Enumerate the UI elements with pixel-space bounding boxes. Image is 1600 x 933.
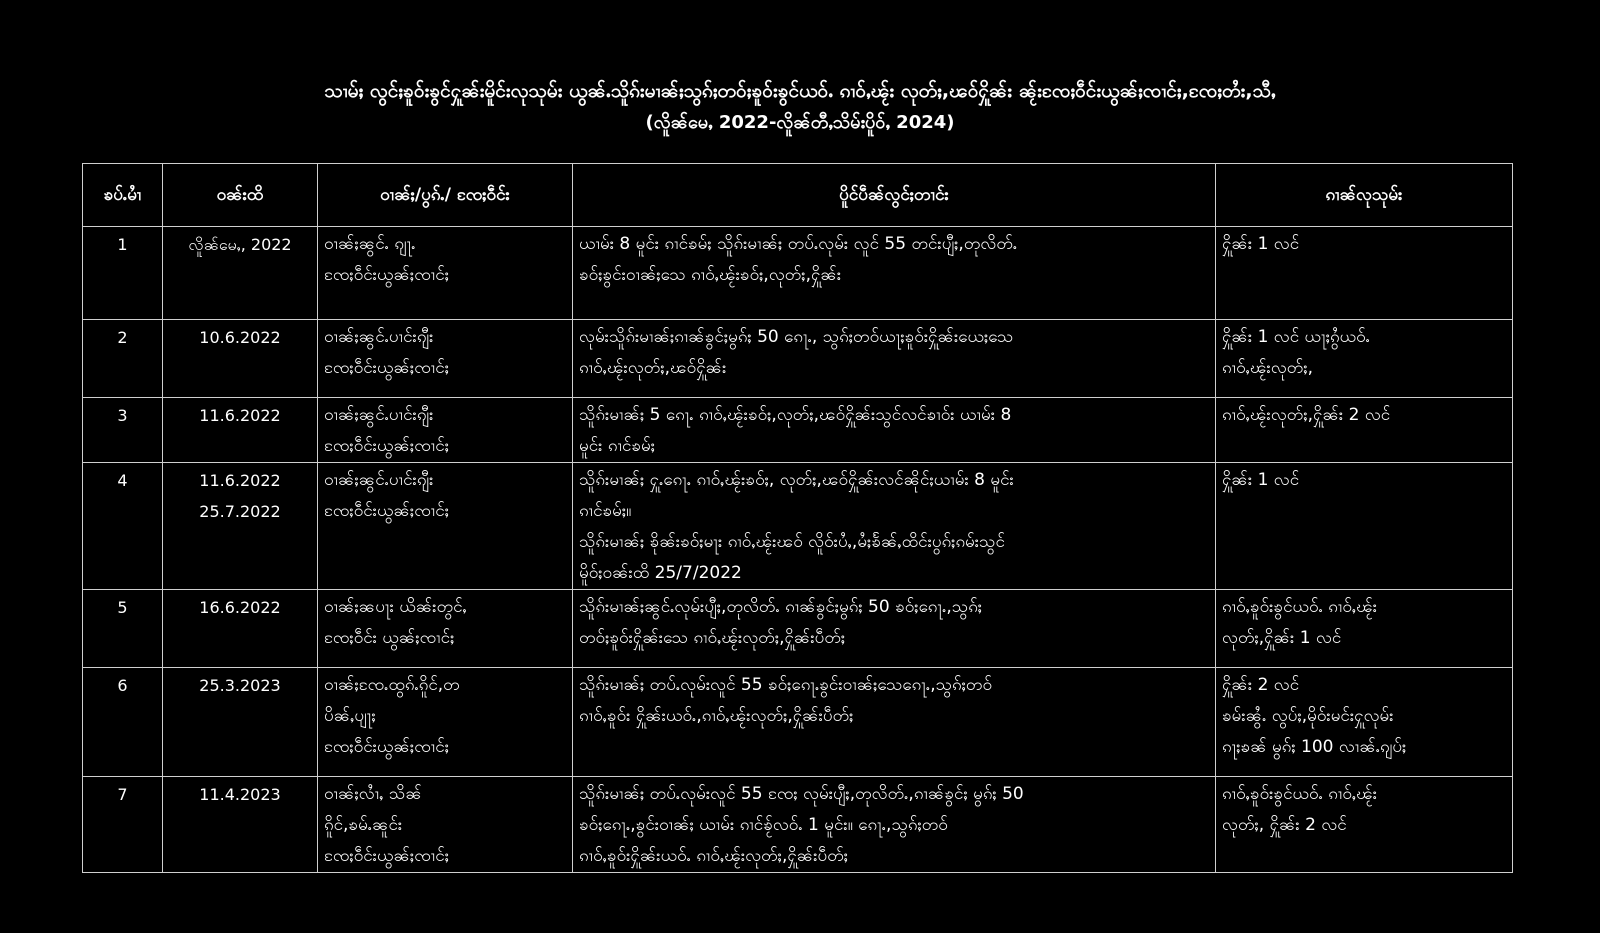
cell-place-line: ဝၢၼ်ႈၼွင်ႉပၢင်းၵျီး	[324, 470, 434, 490]
cell-place-line: ဝၢၼ်ႈၼွင်ႉပၢင်းၵျီး	[324, 405, 434, 425]
cell-date	[163, 463, 318, 590]
cell-event-line: သိူၵ်းမၢၼ်ႈ တပ်ႉလုမ်းလူင် 55 ၶဝ်ႈၵေႃႉၶွင်းဝၢၼ်ႈသေၵေႃႉ,သွၵ်ႈတဝ်	[579, 675, 993, 695]
cell-loss	[1216, 463, 1513, 590]
table-row	[83, 668, 1513, 777]
cell-place-line: ပိၼ်ႇပျႃႈ	[324, 706, 376, 726]
cell-event-line: တဝ်ႈၶူဝ်းႁိူၼ်းသေ ၵၢဝ်ႇၽႂ်းလုတ်ႈ,ႁိူၼ်းပဵတ်ႈ	[579, 628, 846, 648]
cell-place	[318, 463, 573, 590]
cell-loss-line: ၵၢဝ်ႇၶူဝ်းၶွင်ယဝ်ႉ ၵၢဝ်ႇၽႂ်း	[1222, 597, 1378, 617]
cell-loss-line: ႁိူၼ်း 1 လင် ယႃႈၵွႆယဝ်ႉ	[1222, 327, 1370, 347]
cell-no: 1	[83, 227, 163, 320]
cell-no: 3	[83, 398, 163, 463]
cell-place-line: ဝၢၼ်ႈၼွင်ႉ ၵျႃႉ	[324, 234, 416, 254]
cell-place	[318, 668, 573, 777]
cell-date	[163, 398, 318, 463]
cell-event-line: မိူဝ်ႈဝၼ်းထိ 25/7/2022	[579, 563, 742, 583]
cell-place-line: ၸႄႈဝဵင်းယွၼ်ႈၸၢင်ႈ	[324, 358, 449, 378]
cell-date	[163, 227, 318, 320]
cell-event-line: ၵၢဝ်ႇၶူဝ်း ႁိူၼ်းယဝ်ႉ,ၵၢဝ်ႇၽႂ်းလုတ်ႈ,ႁိူၼ်းပဵတ်ႈ	[579, 706, 854, 726]
cell-loss-line: ၵၢဝ်ႇၶူဝ်းၶွင်ယဝ်ႉ ၵၢဝ်ႇၽႂ်း	[1222, 784, 1378, 804]
table-row	[83, 320, 1513, 398]
cell-loss-line: ၵၢဝ်ႇၽႂ်းလုတ်ႈ,ႁိူၼ်း 2 လင်	[1222, 405, 1391, 425]
cell-event-line: သိူၵ်းမၢၼ်ႈ 5 ၵေႃႉ ၵၢဝ်ႇၽႂ်းၶဝ်ႈ,လုတ်ႈ,ၽဝ်ႁိူၼ်းသွင်လင်ၶၢဝ်း ယၢမ်း 8	[579, 405, 1012, 425]
cell-date	[163, 668, 318, 777]
cell-date-line: 16.6.2022	[199, 598, 281, 617]
cell-event-line: ၶဝ်ႈၵေႃႉ,ၶွင်းဝၢၼ်ႈ ယၢမ်း ၵၢင်ၶႂ်လဝ်ႉ 1 မူင်း။ ၵေႃႉ,သွၵ်ႈတဝ်	[579, 815, 948, 835]
cell-no: 6	[83, 668, 163, 777]
cell-loss-line: ၵႃႈၶၼ် မွၵ်ႈ 100 လၢၼ်ႉၵျပ်ႈ	[1222, 737, 1407, 757]
cell-loss	[1216, 398, 1513, 463]
cell-loss-line: လုတ်ႈ,ႁိူၼ်း 1 လင်	[1222, 628, 1342, 648]
header-date: ဝၼ်းထိ	[163, 164, 318, 227]
cell-loss-line: ႁိူၼ်း 2 လင်	[1222, 675, 1300, 695]
cell-date	[163, 590, 318, 668]
cell-loss	[1216, 668, 1513, 777]
cell-place-line: ၵိူင်,ၶမ်ႉၼူင်း	[324, 815, 403, 835]
cell-event-line: ၵၢင်ၶမ်ႈ။	[579, 501, 632, 521]
cell-no: 4	[83, 463, 163, 590]
cell-date	[163, 777, 318, 873]
cell-loss-line: ၶမ်းၼွႆႉ လွပ်ႈ,မိုဝ်းမင်းႁူလုမ်း	[1222, 706, 1394, 726]
cell-event	[573, 463, 1216, 590]
cell-place-line: ဝၢၼ်ႈၼပႃး ယိၼ်းတွင်ႇ	[324, 597, 467, 617]
table-row	[83, 590, 1513, 668]
cell-loss-line: ႁိူၼ်း 1 လင်	[1222, 234, 1300, 254]
cell-date-line: လိူၼ်မေႇ, 2022	[188, 235, 292, 254]
table-row	[83, 463, 1513, 590]
cell-no: 7	[83, 777, 163, 873]
cell-loss-line: ၵၢဝ်ႇၽႂ်းလုတ်ႈ,	[1222, 358, 1314, 378]
cell-date-line: 10.6.2022	[199, 328, 281, 347]
cell-loss	[1216, 320, 1513, 398]
cell-event-line: ၵၢဝ်ႇၽႂ်းလုတ်ႈ,ၽဝ်ႁိူၼ်း	[579, 358, 727, 378]
table-row	[83, 227, 1513, 320]
header-no: ၶပ်ႉမၢႆ	[83, 164, 163, 227]
cell-loss	[1216, 777, 1513, 873]
cell-date-line: 11.6.2022	[199, 406, 281, 425]
cell-place-line: ၸႄႈဝဵင်းယွၼ်ႈၸၢင်ႈ	[324, 846, 449, 866]
cell-event-line: လုမ်းသိူၵ်းမၢၼ်ႈၵၢၼ်ၶွင်ႈမွၵ်ႈ 50 ၵေႃႉ, သွၵ်ႈတဝ်ယႃႈၶူဝ်းႁိူၼ်းယေႈသေ	[579, 327, 1014, 347]
cell-place	[318, 320, 573, 398]
cell-place-line: ၸႄႈဝဵင်းယွၼ်ႈၸၢင်ႈ	[324, 737, 449, 757]
cell-place	[318, 777, 573, 873]
cell-event-line: သိူၵ်းမၢၼ်ႈ တပ်ႉလုမ်းလူင် 55 ၸႄႈ လုမ်းပျီႈ,တုလိတ်ႉ,ၵၢၼ်ၶွင်ႈ မွၵ်ႈ 50	[579, 784, 1024, 804]
cell-date-line: 25.3.2023	[199, 676, 281, 695]
table-body	[83, 227, 1513, 873]
cell-event	[573, 227, 1216, 320]
cell-event	[573, 398, 1216, 463]
cell-loss-line: လုတ်ႈ, ႁိူၼ်း 2 လင်	[1222, 815, 1347, 835]
cell-place-line: ၸႄႈဝဵင်း ယွၼ်ႈၸၢင်ႈ	[324, 628, 455, 648]
cell-place-line: ၸႄႈဝဵင်းယွၼ်ႈၸၢင်ႈ	[324, 436, 449, 456]
cell-date-line: 11.6.2022	[199, 471, 281, 490]
header-place: ဝၢၼ်ႈ/ပွၵ်ႉ/ ၸႄႈဝဵင်း	[318, 164, 573, 227]
cell-event-line: ၶဝ်ႈၶွင်းဝၢၼ်ႈသေ ၵၢဝ်ႇၽႂ်းၶဝ်ႈ,လုတ်ႈ,ႁိူၼ်း	[579, 265, 842, 285]
table-row	[83, 398, 1513, 463]
cell-no: 2	[83, 320, 163, 398]
header-event: ပိူင်ပဵၼ်လွင်ႈတၢင်း	[573, 164, 1216, 227]
document-header	[0, 76, 1600, 138]
cell-place	[318, 227, 573, 320]
cell-event	[573, 668, 1216, 777]
document-title: သၢမ်ႈ လွင်ႈၶူဝ်းၶွင်ႁူၼ်းမိူင်းလုသုမ်း ယွၼ်ႉသိူၵ်းမၢၼ်ႈသွၵ်ႈတဝ်ႈၶူဝ်းၶွင်ယဝ်ႉ ၵၢဝ်ႇၽႂ်း လုတ်ႈ,ၽဝ်ႁိူၼ်း ၼႂ်းၸႄႈဝဵင်းယွၼ်ႈၸၢင်ႈ,ၸႄႈတႆး,သီႇ	[324, 80, 1276, 102]
cell-loss	[1216, 590, 1513, 668]
cell-place-line: ၸႄႈဝဵင်းယွၼ်ႈၸၢင်ႈ	[324, 265, 449, 285]
cell-place-line: ဝၢၼ်ႈၸႄႉထွၵ်ႉၵိူင်,တ	[324, 675, 460, 695]
cell-place	[318, 398, 573, 463]
cell-event	[573, 320, 1216, 398]
cell-place-line: ၸႄႈဝဵင်းယွၼ်ႈၸၢင်ႈ	[324, 501, 449, 521]
cell-loss-line: ႁိူၼ်း 1 လင်	[1222, 470, 1300, 490]
cell-event-line: သိူၵ်းမၢၼ်ႈ ႁူႉၵေႃႉ ၵၢဝ်ႇၽႂ်းၶဝ်ႈ, လုတ်ႈ,ၽဝ်ႁိူၼ်းလင်ၼိုင်ႈယၢမ်း 8 မူင်း	[579, 470, 1014, 490]
cell-place	[318, 590, 573, 668]
cell-place-line: ဝၢၼ်ႈလၢႆႇ သိၼ်	[324, 784, 422, 804]
cell-event	[573, 777, 1216, 873]
cell-event-line: သိူၵ်းမၢၼ်ႈၼွင်ႉလုမ်းပျီႈ,တုလိတ်ႉ ၵၢၼ်ၶွင်ႈမွၵ်ႈ 50 ၶဝ်ႈၵေႃႉ,သွၵ်ႈ	[579, 597, 983, 617]
cell-event-line: ယၢမ်း 8 မူင်း ၵၢင်ၶမ်ႈ သိူၵ်းမၢၼ်ႈ တပ်ႉလုမ်း လူင် 55 တင်းပျီႈ,တုလိတ်ႉ	[579, 234, 1018, 254]
cell-date-line: 25.7.2022	[199, 502, 281, 521]
cell-event-line: သိူၵ်းမၢၼ်ႈ ၶိုၼ်းၶဝ်ႈမႃး ၵၢဝ်ႇၽႂ်းၽဝ် လိူဝ်းပႆႇ,မႆႈၶႅၼ်ႇထိင်းပွၵ်ႈၵမ်းသွင်	[579, 532, 1005, 552]
document-subtitle: (လိူၼ်မေႇ 2022-လိူၼ်တီႇသိမ်းပိူဝ်ႇ 2024)	[645, 112, 955, 133]
cell-event-line: ၵၢဝ်ႇၶူဝ်းႁိူၼ်းယဝ်ႉ ၵၢဝ်ႇၽႂ်းလုတ်ႈ,ႁိူၼ်းပဵတ်ႈ	[579, 846, 849, 866]
cell-date	[163, 320, 318, 398]
cell-event-line: မူင်း ၵၢင်ၶမ်ႈ	[579, 436, 656, 456]
table-header-row	[83, 164, 1513, 227]
cell-date-line: 11.4.2023	[199, 785, 281, 804]
cell-no: 5	[83, 590, 163, 668]
header-loss: ၵၢၼ်လုသုမ်း	[1216, 164, 1513, 227]
incident-table	[82, 163, 1513, 873]
cell-place-line: ဝၢၼ်ႈၼွင်ႉပၢင်းၵျီး	[324, 327, 434, 347]
cell-loss	[1216, 227, 1513, 320]
cell-event	[573, 590, 1216, 668]
table-row	[83, 777, 1513, 873]
